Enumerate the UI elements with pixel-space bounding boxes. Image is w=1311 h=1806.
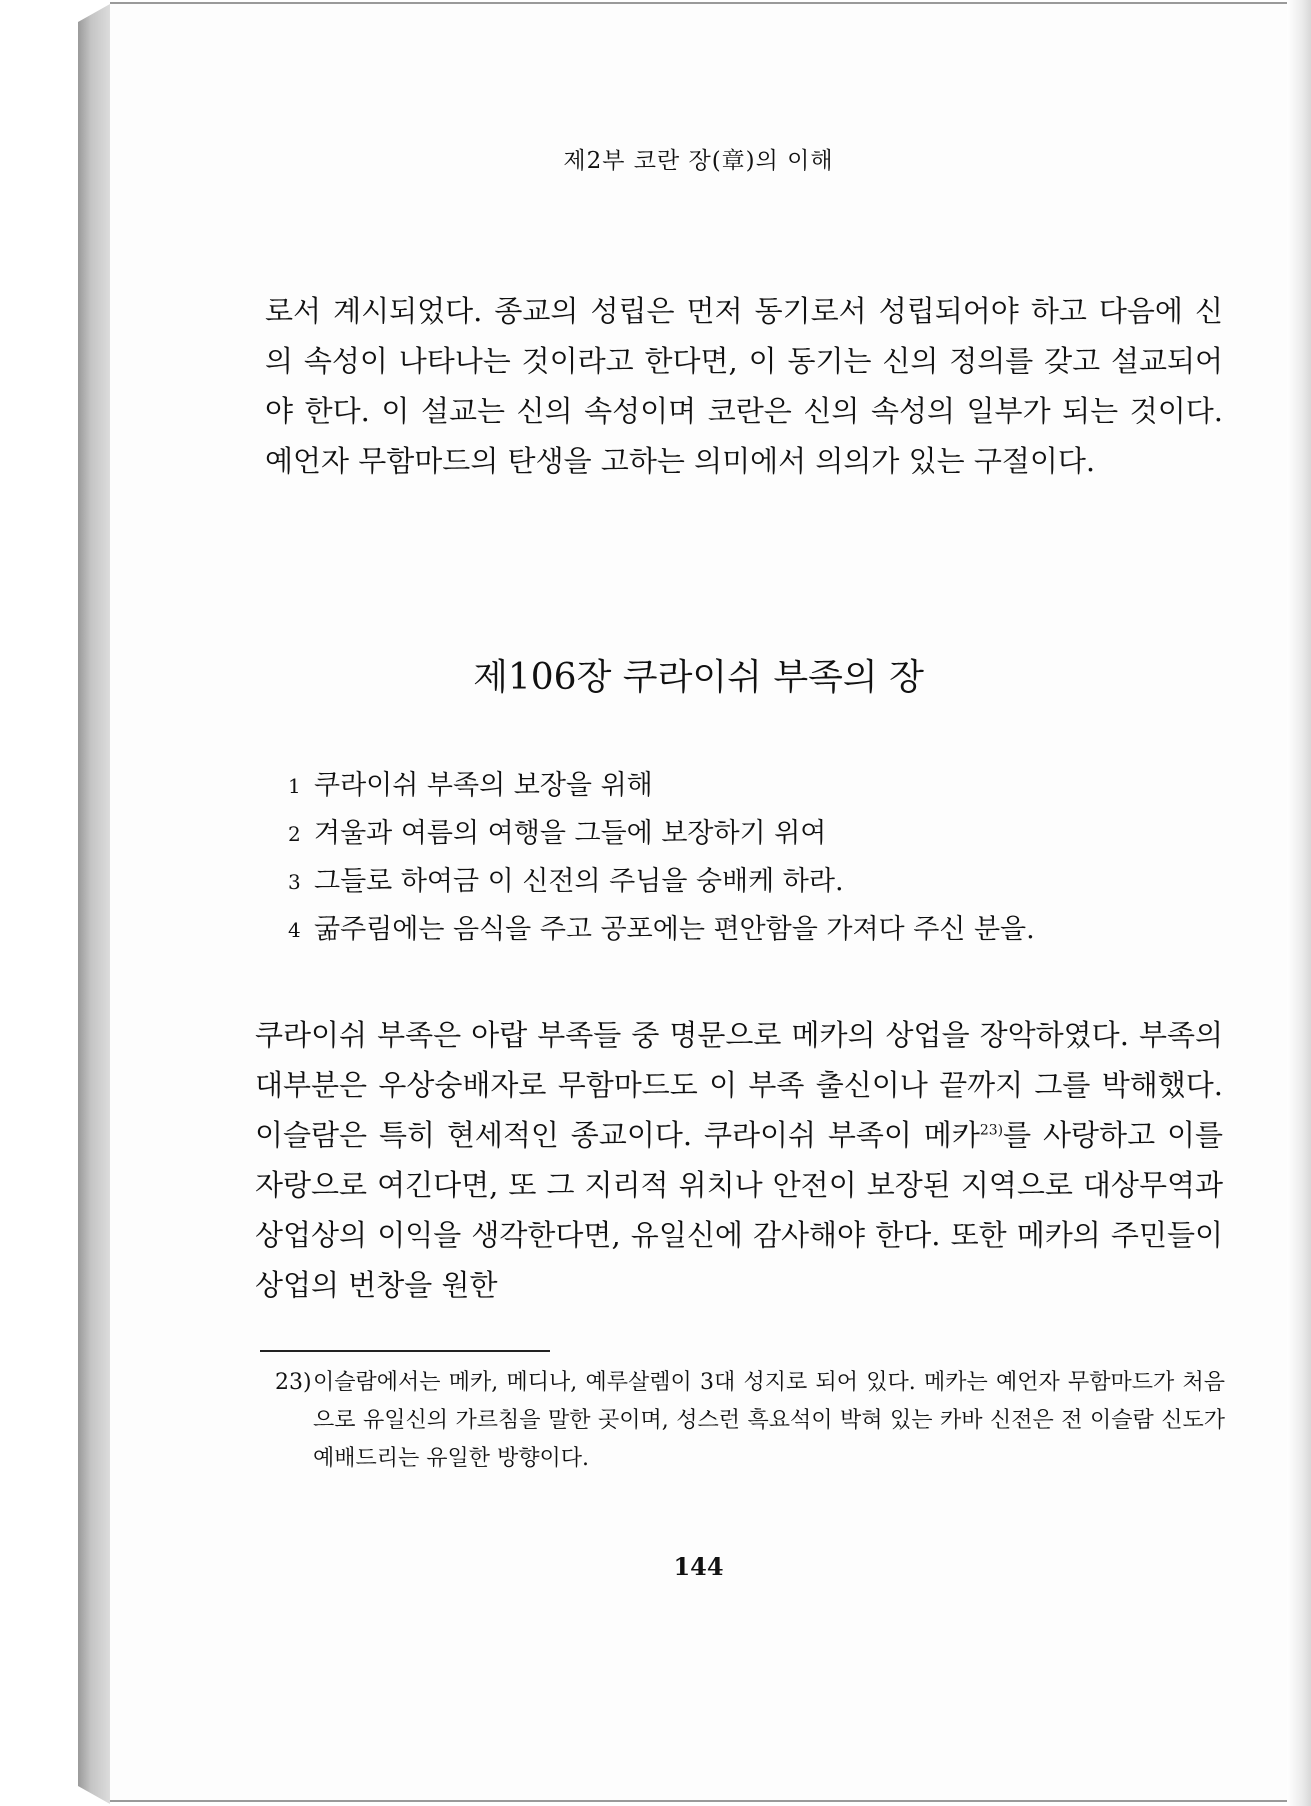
footnote-number: 23) [275,1370,312,1395]
verse-number: 3 [288,870,301,894]
paragraph-text [255,1010,1223,1310]
verse-number: 1 [288,774,301,798]
verse-item [288,810,1188,858]
commentary-paragraph [255,1010,1223,1310]
verse-item [288,858,1188,906]
verse-text: 겨울과 여름의 여행을 그들에 보장하기 위여 [314,818,827,849]
paragraph-text-after-note: 를 사랑하고 이를 자랑으로 여긴다면, 또 그 지리적 위치나 안전이 보장된 지역으로 대상무역과 상업상의 이익을 생각한다면, 유일신에 감사해야 한다. 또한 메카의 주민들이 상업의 번창을 원한 [255,1118,1223,1302]
page-number: 144 [673,1552,724,1581]
verse-list [288,762,1188,954]
verse-number: 2 [288,822,301,846]
verse-text: 쿠라이쉬 부족의 보장을 위해 [314,770,653,801]
book-page [110,2,1287,1802]
footnote-divider [260,1350,550,1352]
book-page-edge-left [78,4,110,1804]
verse-text: 굶주림에는 음식을 주고 공포에는 편안함을 가져다 주신 분을. [314,914,1035,945]
chapter-title: 제106장 쿠라이쉬 부족의 장 [473,657,924,698]
running-head: 제2부 코란 장(章)의 이해 [563,148,834,174]
verse-item [288,906,1188,954]
paragraph-text: 로서 계시되었다. 종교의 성립은 먼저 동기로서 성립되어야 하고 다음에 신의 속성이 나타나는 것이라고 한다면, 이 동기는 신의 정의를 갖고 설교되어야 한다. 이 설교는 신의 속성이며 코란은 신의 속성의 일부가 되는 것이다. 예언자 무함마드의 탄생을 고하는 의미에서 의의가 있는 구절이다. [265,294,1223,478]
paragraph-text-before-note: 쿠라이쉬 부족은 아랍 부족들 중 명문으로 메카의 상업을 장악하였다. 부족의 대부분은 우상숭배자로 무함마드도 이 부족 출신이나 끝까지 그를 박해했다. 이슬람은 특히 현세적인 종교이다. 쿠라이쉬 부족이 메카 [255,1018,1223,1152]
verse-item [288,762,1188,810]
footnote-reference: 23) [979,1122,1004,1139]
paragraph-continued [265,286,1223,486]
verse-text: 그들로 하여금 이 신전의 주님을 숭배케 하라. [314,866,844,897]
book-page-edge-right [1287,0,1311,1806]
verse-number: 4 [288,918,301,942]
footnote-text: 이슬람에서는 메카, 메디나, 예루살렘이 3대 성지로 되어 있다. 메카는 예언자 무함마드가 처음으로 유일신의 가르침을 말한 곳이며, 성스런 흑요석이 박혀 있는 카바 신전은 전 이슬람 신도가 예배드리는 유일한 방향이다. [313,1370,1225,1471]
footnote [275,1364,1225,1478]
